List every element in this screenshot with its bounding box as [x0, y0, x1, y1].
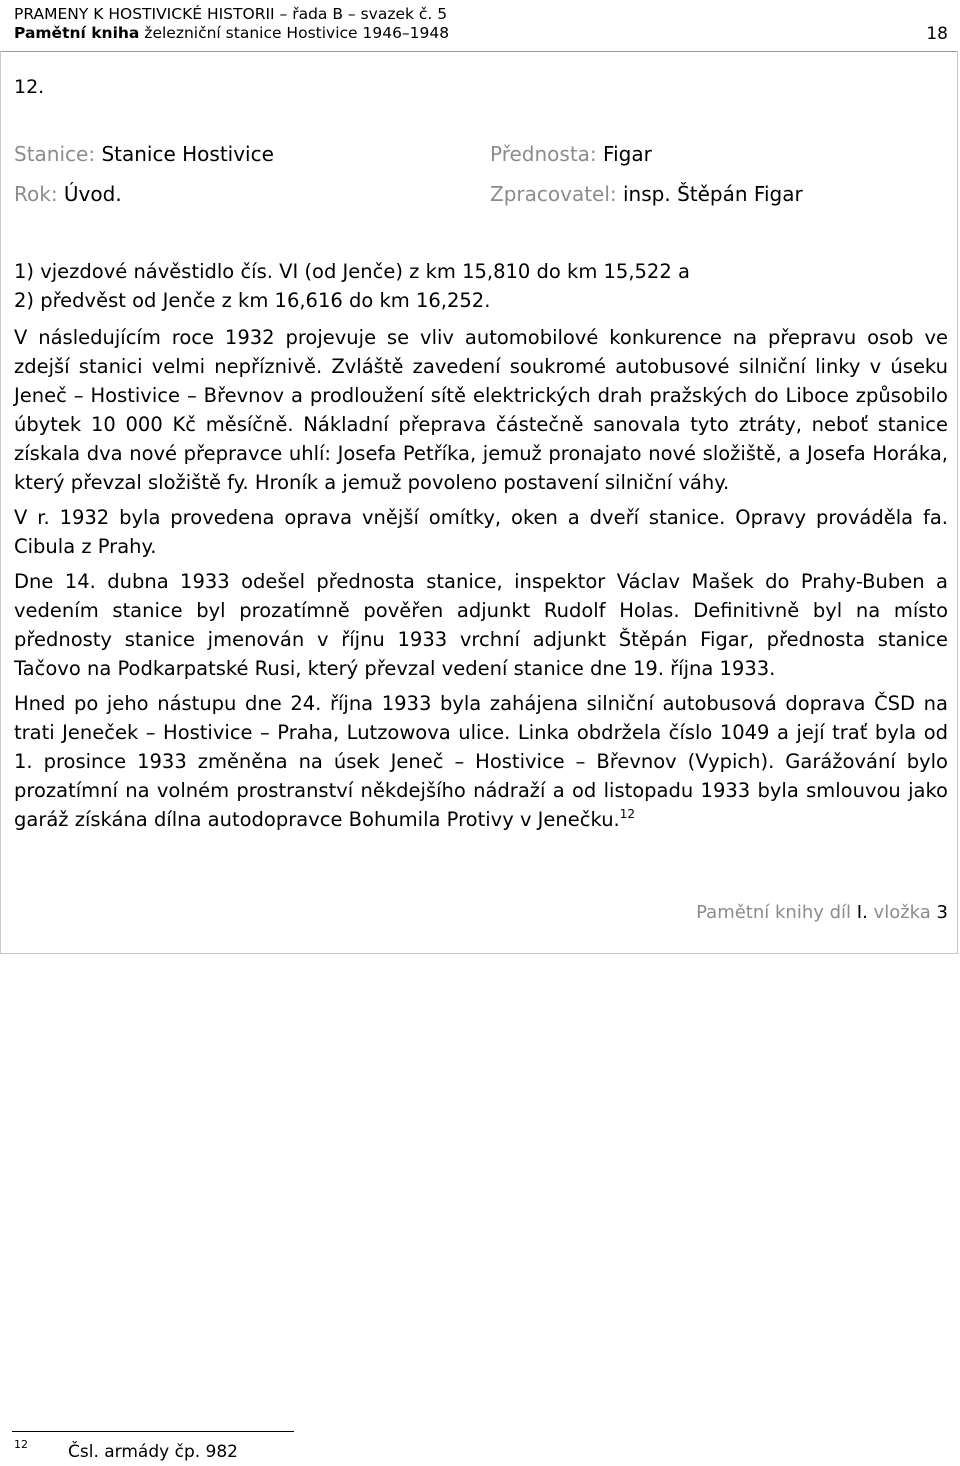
paragraph-bus-text: Hned po jeho nástupu dne 24. října 1933 byla zahájena silniční autobusová doprava ČSD na trati Jeneček – Hostivice – Praha, Lutzowova ulice. Linka obdržela číslo 1049 a její trať byla od 1. prosince 1933 změněna na úsek Jeneč – Hostivice – Břevnov (Vypich). Garážování bylo prozatímní na volném prostranství někdejšího nádraží a od listopadu 1933 byla smlouvou jako garáž získána dílna autodopravce Bohumila Protivy v Jenečku. [14, 692, 948, 831]
processor-row [490, 181, 803, 207]
frame-left-border [0, 51, 1, 954]
book-title [14, 24, 449, 43]
source-reference [696, 902, 948, 923]
source-part: I. [856, 902, 868, 923]
station-label: Stanice: [14, 142, 96, 166]
footnote-text: Čsl. armády čp. 982 [68, 1442, 238, 1462]
book-title-rest: železniční stanice Hostivice 1946–1948 [139, 24, 450, 42]
page-number: 18 [926, 24, 948, 44]
frame-right-border [957, 51, 958, 954]
year-row [14, 181, 274, 207]
book-title-bold: Pamětní kniha [14, 24, 140, 42]
entry-body [14, 257, 948, 840]
source-label-a: Pamětní knihy díl [696, 902, 852, 923]
footnote-reference[interactable]: 12 [619, 807, 636, 821]
year-label: Rok: [14, 182, 58, 206]
series-header [14, 5, 449, 43]
paragraph-signal-1: 1) vjezdové návěstidlo čís. VI (od Jenče) z km 15,810 do km 15,522 a [14, 260, 690, 283]
paragraph-1932-repair: V r. 1932 byla provedena oprava vnější omítky, oken a dveří stanice. Opravy prováděla fa. Cibula z Prahy. [14, 506, 948, 558]
paragraph-1933-bus [14, 689, 948, 834]
station-row [14, 141, 274, 167]
frame-top-border [0, 51, 958, 52]
footnote-mark: 12 [14, 1438, 28, 1451]
year-value: Úvod. [63, 182, 122, 206]
entry-meta-right [490, 141, 803, 221]
chief-label: Přednosta: [490, 142, 597, 166]
source-insert: 3 [936, 902, 948, 923]
source-label-b: vložka [873, 902, 931, 923]
paragraph-signal-2: 2) předvěst od Jenče z km 16,616 do km 16,252. [14, 289, 491, 312]
station-value: Stanice Hostivice [101, 142, 274, 166]
paragraph-1932-competition: V následujícím roce 1932 projevuje se vliv automobilové konkurence na přepravu osob ve zdejší stanici velmi nepříznivě. Zvláště zavedení soukromé autobusové silniční linky v úseku Jeneč – Hostivice – Břevnov a prodloužení sítě elektrických drah pražských do Liboce způsobilo úbytek 10 000 Kč měsíčně. Nákladní přeprava částečně sanovala tyto ztráty, neboť stanice získala dva nové přepravce uhlí: Josefa Petříka, jemuž pronajato nové složiště, a Josefa Horáka, který převzal složiště fy. Hroník a jemuž povoleno postavení silniční váhy. [14, 326, 948, 494]
chief-row [490, 141, 803, 167]
entry-number: 12. [14, 76, 45, 98]
processor-label: Zpracovatel: [490, 182, 617, 206]
series-title: PRAMENY K HOSTIVICKÉ HISTORII – řada B – svazek č. 5 [14, 5, 448, 23]
footnote-separator [12, 1431, 294, 1432]
paragraph-1933-chief: Dne 14. dubna 1933 odešel přednosta stanice, inspektor Václav Mašek do Prahy-Buben a vedením stanice byl prozatímně pověřen adjunkt Rudolf Holas. Definitivně byl na místo přednosty stanice jmenován v říjnu 1933 vrchní adjunkt Štěpán Figar, přednosta stanice Tačovo na Podkarpatské Rusi, který převzal vedení stanice dne 19. října 1933. [14, 570, 948, 680]
frame-bottom-border [0, 953, 958, 954]
entry-meta-left [14, 141, 274, 221]
processor-value: insp. Štěpán Figar [623, 182, 803, 206]
chief-value: Figar [603, 142, 652, 166]
